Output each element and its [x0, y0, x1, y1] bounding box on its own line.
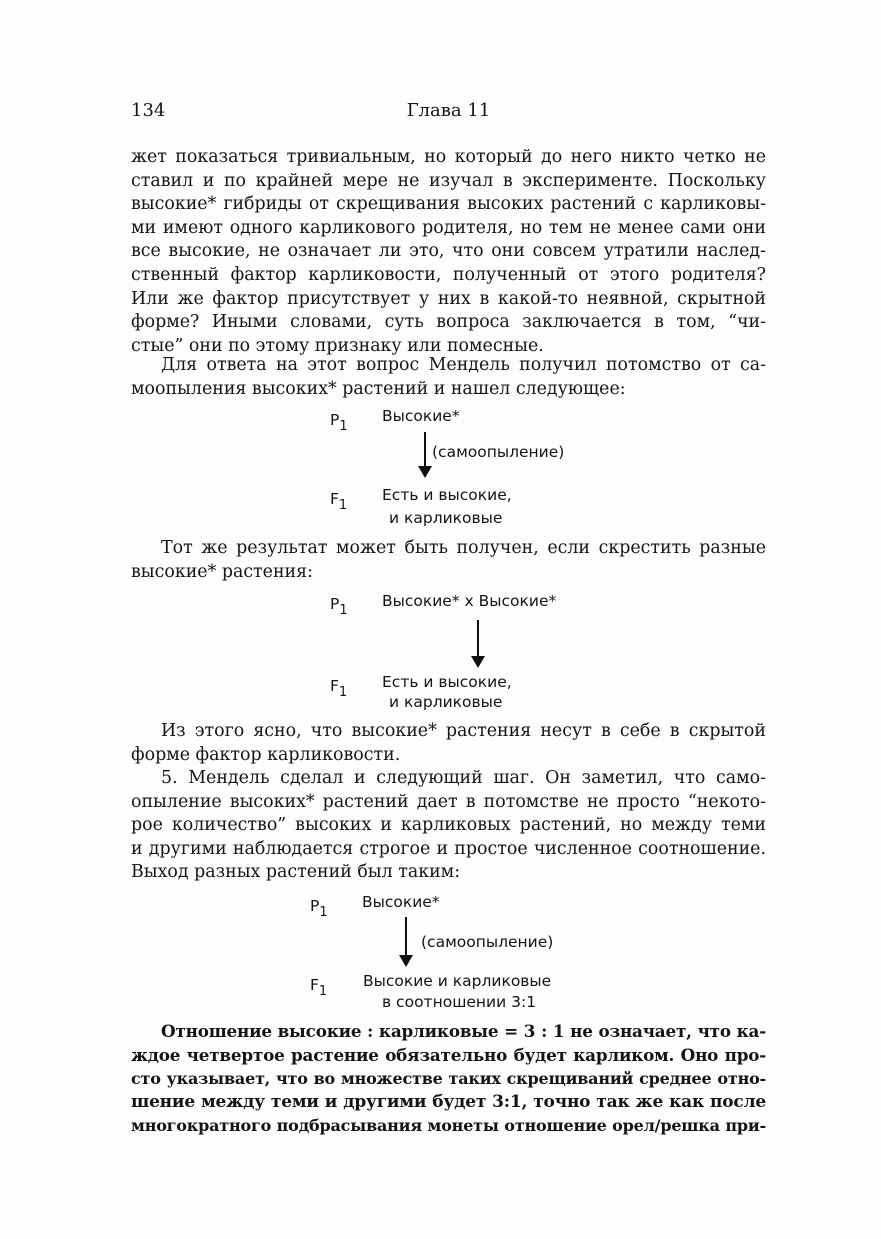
text-line: ждое четвертое растение обязательно будет карликом. Оно про- [131, 1044, 766, 1065]
offspring-line-2: в соотношении 3:1 [382, 993, 537, 1011]
down-arrow-icon [399, 917, 413, 967]
chapter-title: Глава 11 [406, 100, 491, 121]
p-label: P [310, 897, 320, 915]
text-line: Тот же результат может быть получен, если скрестить разные [161, 538, 766, 558]
generation-label-f1 [330, 490, 347, 513]
text-line: ми имеют одного карликового родителя, но тем не менее сами они [131, 217, 766, 238]
generation-label-p1 [330, 411, 348, 434]
text-line: стые” они по этому признаку или помесные. [131, 335, 544, 356]
paragraph-4 [131, 720, 766, 767]
f-subscript: 1 [338, 498, 348, 513]
offspring-line-1: Высокие и карликовые [363, 972, 552, 990]
text-line: опыление высоких* растений дает в потомстве не просто “некото- [131, 791, 766, 812]
p-subscript: 1 [319, 905, 328, 920]
text-line: Из этого ясно, что высокие* растения несут в себе в скрытой [161, 721, 766, 741]
page-header [131, 100, 766, 128]
offspring-line-1: Есть и высокие, [382, 673, 512, 691]
f-label: F [310, 976, 319, 994]
text-line: ставил и по крайней мере не изучал в эксперименте. Поскольку [131, 170, 766, 191]
text-line: высокие* гибриды от скрещивания высоких растений с карликовы- [131, 194, 766, 215]
text-line: Для ответа на этот вопрос Мендель получил потомство от са- [161, 355, 766, 375]
page-number: 134 [131, 100, 166, 121]
text-line: форме фактор карликовости. [131, 744, 401, 765]
offspring-line-2: и карликовые [389, 693, 503, 711]
text-line: форме? Иными словами, суть вопроса заключается в том, “чи- [131, 312, 766, 333]
f-subscript: 1 [338, 685, 348, 700]
offspring-line-1: Есть и высокие, [382, 486, 512, 504]
generation-label-p1 [330, 595, 348, 618]
arrow-label: (самоопыление) [421, 933, 554, 951]
text-line: 5. Мендель сделал и следующий шаг. Он заметил, что само- [161, 768, 766, 788]
text-line: ственный фактор карликовости, полученный от этого родителя? [131, 264, 766, 285]
paragraph-6 [131, 1020, 766, 1138]
f-label: F [330, 490, 339, 508]
text-line: многократного подбрасывания монеты отношение орел/решка при- [131, 1116, 766, 1136]
text-line: Выход разных растений был таким: [131, 862, 461, 883]
generation-label-f1 [310, 976, 327, 999]
paragraph-3 [131, 537, 766, 584]
text-line: Отношение высокие : карликовые = 3 : 1 не означает, что ка- [161, 1021, 766, 1041]
arrow-label: (самоопыление) [432, 443, 565, 461]
paragraph-2 [131, 354, 766, 401]
generation-label-p1 [310, 897, 328, 920]
parent-text: Высокие* [362, 893, 440, 911]
text-line: высокие* растения: [131, 561, 313, 582]
generation-label-f1 [330, 677, 347, 700]
paragraph-1 [131, 146, 766, 358]
text-line: и другими наблюдается строгое и простое численное соотношение. [131, 838, 766, 859]
down-arrow-icon [418, 432, 432, 478]
parent-cross-text: Высокие* х Высокие* [382, 592, 557, 610]
text-line: все высокие, не означает ли это, что они совсем утратили наслед- [131, 241, 766, 262]
p-label: P [330, 595, 340, 613]
text-line: рое количество” высоких и карликовых растений, но между теми [131, 815, 766, 836]
parent-text: Высокие* [382, 407, 460, 425]
text-line: сто указывает, что во множестве таких скрещиваний среднее отно- [131, 1069, 766, 1089]
p-subscript: 1 [339, 603, 348, 618]
offspring-line-2: и карликовые [389, 509, 503, 527]
p-subscript: 1 [339, 419, 348, 434]
text-line: моопыления высоких* растений и нашел следующее: [131, 378, 626, 399]
p-label: P [330, 411, 340, 429]
f-label: F [330, 677, 339, 695]
text-line: шение между теми и другими будет 3:1, точно так же как после [131, 1091, 766, 1112]
text-line: жет показаться тривиальным, но который до него никто четко не [131, 147, 766, 167]
paragraph-5 [131, 767, 766, 885]
f-subscript: 1 [318, 984, 328, 999]
down-arrow-icon [471, 620, 485, 668]
text-line: Или же фактор присутствует у них в какой-то неявной, скрытной [131, 288, 766, 309]
